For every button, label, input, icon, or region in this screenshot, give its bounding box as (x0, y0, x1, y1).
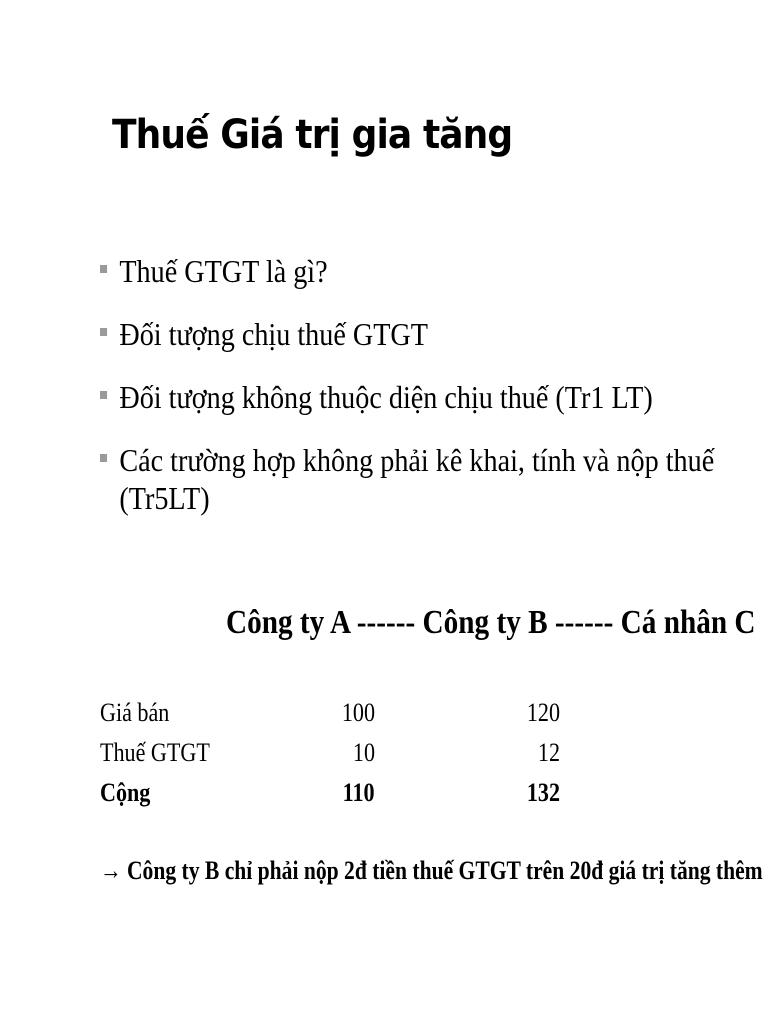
bullet-item (100, 252, 646, 290)
bullet-text: Các trường hợp không phải kê khai, tính và nộp thuế (Tr5LT) (119, 442, 715, 516)
bullet-item (100, 378, 653, 416)
square-bullet-icon (100, 265, 107, 273)
square-bullet-icon (100, 391, 107, 399)
conclusion-text: → Công ty B chỉ phải nộp 2đ tiền thuế GTGT trên 20đ giá trị tăng thêm (100, 856, 763, 885)
company-a-value: 10 (352, 738, 375, 767)
company-a-value: 100 (341, 698, 375, 727)
table-row (100, 698, 620, 738)
square-bullet-icon (100, 328, 107, 336)
row-label: Giá bán (100, 698, 170, 727)
table-row (100, 738, 620, 778)
table-row-total (100, 778, 620, 818)
bullet-text: Đối tượng không thuộc diện chịu thuế (Tr1 LT) (119, 379, 653, 415)
price-table (100, 698, 620, 818)
company-flow: Công ty A ------ Công ty B ------ Cá nhân C (226, 604, 756, 641)
company-b-value: 12 (537, 738, 560, 767)
company-b-value: 120 (526, 698, 560, 727)
company-b-value: 132 (526, 778, 560, 807)
company-a-value: 110 (343, 778, 375, 807)
bullet-text: Thuế GTGT là gì? (119, 253, 328, 289)
slide-title: Thuế Giá trị gia tăng (112, 112, 513, 158)
row-label: Thuế GTGT (100, 738, 210, 767)
square-bullet-icon (100, 454, 107, 462)
bullet-item (100, 441, 727, 517)
bullet-list (100, 252, 720, 542)
row-label: Cộng (100, 778, 151, 807)
bullet-item (100, 315, 646, 353)
bullet-text: Đối tượng chịu thuế GTGT (119, 316, 428, 352)
